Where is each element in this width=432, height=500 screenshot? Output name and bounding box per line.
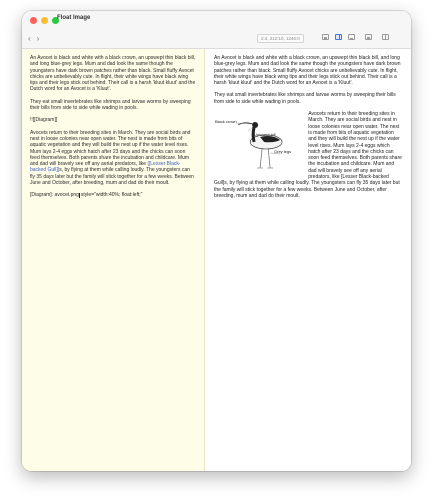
editor-paragraph-2: They eat small invertebrates like shrimps and larvae worms by sweeping their bills from side to side while wading in pools. xyxy=(30,98,191,112)
editor-paragraph-3 xyxy=(30,130,196,187)
minimize-window-button[interactable] xyxy=(41,17,48,24)
content-area xyxy=(22,49,411,471)
back-button[interactable]: ‹ xyxy=(28,34,31,43)
sync-scroll-icon[interactable] xyxy=(365,34,372,40)
editor-image-definition xyxy=(30,192,196,198)
editor-paragraph-3-start: Avocets return to their breeding sites in March. They are social birds and nest in loose colonies near open water. The nest is made from bits of aquatic vegetation and they will build the nest up if the water level rises. Mum lays 2-4 eggs which hatch after 23 days and the chicks can soon feed themselves. Both parents share the incubation and childcare. Mum and dad will bravely see off any aerial predators, like xyxy=(30,129,191,168)
editor-image-definition-end: style="width:40%; float:left;" xyxy=(79,192,143,199)
view-split-icon[interactable] xyxy=(335,34,342,40)
editor-image-reference: !![[Diagram]] xyxy=(30,117,58,124)
close-window-button[interactable] xyxy=(30,17,37,24)
cursor-position-field[interactable]: 2:4, 212:10, 1240:0 xyxy=(257,34,304,43)
view-editor-only-icon[interactable] xyxy=(322,34,329,40)
title-bar xyxy=(22,11,411,49)
sidebar-toggle-icon[interactable] xyxy=(382,34,389,40)
nav-buttons xyxy=(28,34,39,43)
editor-wiki-link[interactable]: [[Lesser Black-backed Gull]] xyxy=(30,161,181,174)
label-black-crown: Black crown xyxy=(215,119,237,125)
forward-button[interactable]: › xyxy=(36,34,40,43)
view-toolbar xyxy=(322,34,389,40)
window-controls xyxy=(30,17,59,24)
preview-paragraph-1: An Avocet is black and white with a black crown, an upswept thin black bill, and long blue-grey legs. Mum and dad look the same though the youngsters have dark brown patches rather than black. Small fluffy Avocet chicks are unbelievably cute. In flight, their white wings have black wing tips and their legs stick out behind. Their call is a harsh 'kluut kluut' and the Dutch word for an Avocet is a 'Kluut'. xyxy=(214,55,401,87)
editor-image-definition-start: [Diagram]: avocet.png xyxy=(30,192,79,199)
view-preview-only-icon[interactable] xyxy=(348,34,355,40)
preview-paragraph-2: They eat small invertebrates like shrimps and larvae worms by sweeping their bills from side to side while wading in pools. xyxy=(214,92,396,105)
avocet-diagram xyxy=(214,113,304,173)
preview-paragraph-3: Avocets return to their breeding sites in March. They are social birds and nest in loose colonies near open water. The nest is made from bits of aquatic vegetation and they will build the nest up if the water level rises. Mum lays 2-4 eggs which hatch after 23 days and the chicks can soon feed themselves. Both parents share the incubation and childcare. Mum and dad will bravely see off any aerial predators, like [Lesser Black-backed Gull]s, by flying at them while calling loudly. The youngsters can fly 35 days later but the family will stick together for a few weeks. Between June and October, after breeding, mum and dad do their moult. xyxy=(214,111,402,199)
app-window xyxy=(22,11,411,471)
window-title: Float Image xyxy=(57,15,91,21)
editor-paragraph-1: An Avocet is black and white with a black crown, an upswept thin black bill, and long blue-grey legs. Mum and dad look the same though the youngsters have dark brown patches rather than black. Small fluffy Avocet chicks are unbelievably cute. In flight, their white wings have black wing tips and their legs stick out behind. Their call is a harsh 'kluut kluut' and the Dutch word for an Avocet is a 'Kluut'. xyxy=(30,55,196,93)
label-grey-legs: Grey legs xyxy=(274,149,292,155)
editor-paragraph-3-end: s, by flying at them while calling loudly. The youngsters can fly 35 days later but the family will stick together for a few weeks. Between June and October, after breeding, mum and dad do their moult. xyxy=(30,167,194,187)
markdown-editor[interactable] xyxy=(22,49,205,471)
preview-pane xyxy=(205,49,411,471)
label-upswept-bill: Upswept bill xyxy=(254,132,276,138)
